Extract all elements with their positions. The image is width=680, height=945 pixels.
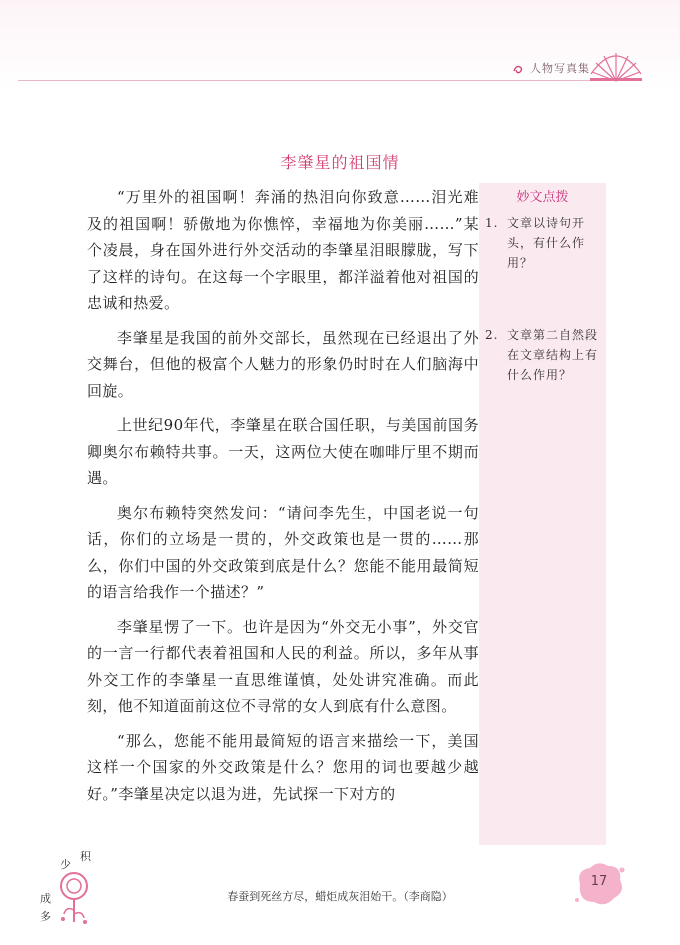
question-number: 1.: [485, 216, 499, 230]
logo-char: 多: [40, 910, 51, 923]
paragraph: “那么，您能不能用最简短的语言来描绘一下，美国这样一个国家的外交政策是什么？您用的词也要越少越好。”李肇星决定以退为进，先试探一下对方的: [87, 731, 479, 803]
footer-quote: 春蚕到死丝方尽，蜡炬成灰泪始干。（李商隐）: [227, 890, 453, 903]
page-number: 17: [590, 874, 608, 889]
question-text: 文章以诗句开头，有什么作用？: [507, 216, 586, 270]
sidebar-title: 妙文点拨: [516, 190, 569, 205]
header-rule: [18, 80, 618, 81]
article-title: 李肇星的祖国情: [280, 153, 400, 172]
logo-char: 成: [40, 892, 51, 905]
fan-ornament-icon: [588, 52, 644, 82]
paragraph: 上世纪90年代，李肇星在联合国任职，与美国前国务卿奥尔布赖特共事。一天，这两位大使在咖啡厅里不期而遇。: [87, 416, 479, 487]
question-text: 文章第二自然段在文章结构上有什么作用？: [507, 328, 599, 382]
paragraph: 李肇星是我国的前外交部长，虽然现在已经退出了外交舞台，但他的极富个人魅力的形象仍时时在人们脑海中回旋。: [87, 328, 479, 400]
sidebar-question: [479, 325, 606, 385]
article-body: [87, 184, 479, 815]
logo-char: 少: [60, 858, 71, 871]
sidebar-question: [479, 213, 606, 325]
sidebar-notes: [479, 183, 606, 845]
swirl-icon: [512, 63, 526, 75]
question-number: 2.: [485, 328, 499, 342]
paragraph: 奥尔布赖特突然发问：“请问李先生，中国老说一句话，你们的立场是一贯的，外交政策也是一贯的……那么，你们中国的外交政策到底是什么？您能不能用最简短的语言给我作一个描述？”: [87, 503, 479, 601]
section-label: 人物写真集: [530, 62, 590, 75]
paragraph: 李肇星愣了一下。也许是因为“外交无小事”，外交官的一言一行都代表着祖国和人民的利益。所以，多年从事外交工作的李肇星一直思维谨慎，处处讲究准确。而此刻，他不知道面前这位不寻常的女人到底有什么意图。: [87, 617, 479, 715]
logo-char: 积: [80, 850, 91, 863]
paragraph: “万里外的祖国啊！奔涌的热泪向你致意……泪光难及的祖国啊！骄傲地为你憔悴，幸福地为你美丽……”某个凌晨，身在国外进行外交活动的李肇星泪眼朦胧，写下了这样的诗句。在这每一个字眼里，都洋溢着他对祖国的忠诚和热爱。: [87, 188, 479, 312]
